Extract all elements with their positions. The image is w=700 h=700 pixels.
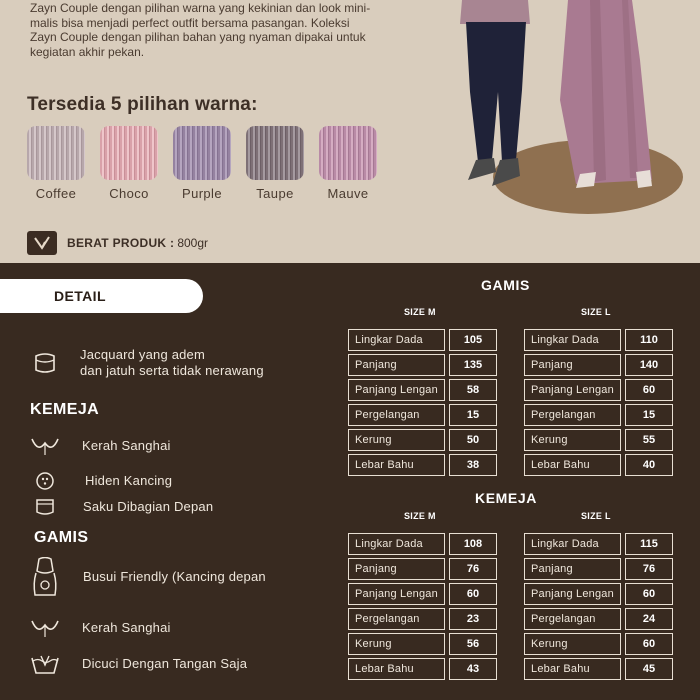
swatch-label: Purple [182, 186, 222, 201]
table-row [524, 658, 673, 683]
table-row [348, 608, 497, 633]
swatch-choco[interactable] [100, 126, 158, 201]
measure-value: 40 [625, 454, 673, 476]
weight-value: 800gr [177, 236, 209, 250]
measure-value: 56 [449, 633, 497, 655]
measure-value: 15 [449, 404, 497, 426]
table-row [348, 354, 497, 379]
measure-label: Lebar Bahu [524, 454, 621, 476]
feature-text: Kerah Sanghai [82, 438, 171, 453]
feature-text: Saku Dibagian Depan [83, 499, 214, 514]
measure-value: 60 [625, 583, 673, 605]
description-line: malis bisa menjadi perfect outfit bersama pasangan. Koleksi [30, 15, 350, 30]
measure-label: Panjang Lengan [524, 583, 621, 605]
measure-label: Kerung [524, 429, 621, 451]
feature-gamis-collar [30, 613, 171, 643]
detail-section [0, 263, 700, 700]
measure-value: 15 [625, 404, 673, 426]
swatch-chip [27, 126, 85, 180]
description-line: Zayn Couple dengan pilihan warna yang kekinian dan look mini- [30, 1, 371, 15]
measure-value: 60 [625, 633, 673, 655]
table-row [348, 429, 497, 454]
feature-text: Dicuci Dengan Tangan Saja [82, 656, 248, 671]
measure-label: Panjang [348, 558, 445, 580]
measure-label: Lingkar Dada [348, 329, 445, 351]
table-row [524, 379, 673, 404]
weight-label: BERAT PRODUK : [67, 236, 175, 250]
kemeja-size-m-table [348, 533, 497, 683]
table-row [348, 533, 497, 558]
measure-value: 115 [625, 533, 673, 555]
measure-value: 38 [449, 454, 497, 476]
product-weight [27, 231, 208, 255]
table-row [524, 558, 673, 583]
swatch-coffee[interactable] [27, 126, 85, 201]
swatch-label: Coffee [35, 186, 77, 201]
table-row [524, 404, 673, 429]
measure-value: 76 [449, 558, 497, 580]
color-options-title: Tersedia 5 pilihan warna: [27, 94, 258, 115]
measure-value: 23 [449, 608, 497, 630]
product-info-section [0, 0, 700, 263]
swatch-chip [173, 126, 231, 180]
table-row [524, 533, 673, 558]
measure-label: Pergelangan [524, 608, 621, 630]
measure-value: 24 [625, 608, 673, 630]
kemeja-size-l-table [524, 533, 673, 683]
material-line: dan jatuh serta tidak nerawang [80, 363, 264, 378]
kemeja-heading: KEMEJA [30, 401, 100, 418]
measure-label: Lingkar Dada [524, 329, 621, 351]
gamis-size-m-label: SIZE M [404, 307, 436, 317]
measure-label: Panjang [524, 354, 621, 376]
measure-label: Lingkar Dada [524, 533, 621, 555]
gamis-size-l-label: SIZE L [581, 307, 611, 317]
measure-label: Lebar Bahu [348, 454, 445, 476]
measure-value: 140 [625, 354, 673, 376]
measure-value: 43 [449, 658, 497, 680]
swatch-chip [246, 126, 304, 180]
measure-label: Panjang [524, 558, 621, 580]
collar-icon [30, 613, 60, 643]
table-row [348, 379, 497, 404]
table-row [348, 583, 497, 608]
measure-label: Panjang [348, 354, 445, 376]
measure-value: 55 [625, 429, 673, 451]
measure-value: 45 [625, 658, 673, 680]
description-line: Zayn Couple dengan pilihan bahan yang nyaman dipakai untuk [30, 30, 366, 44]
kemeja-size-m-label: SIZE M [404, 511, 436, 521]
feature-text: Busui Friendly (Kancing depan [83, 569, 266, 584]
measure-label: Kerung [348, 429, 445, 451]
couple-models-image [440, 0, 700, 263]
hanger-icon [27, 231, 57, 255]
feature-text: Kerah Sanghai [82, 620, 171, 635]
measure-label: Lingkar Dada [348, 533, 445, 555]
nursing-icon [30, 557, 60, 597]
swatch-mauve[interactable] [319, 126, 377, 201]
measure-value: 135 [449, 354, 497, 376]
material-line: Jacquard yang adem [80, 347, 206, 362]
description-line: kegiatan akhir pekan. [30, 44, 145, 59]
table-row [524, 329, 673, 354]
feature-gamis-wash [30, 649, 247, 679]
table-row [348, 558, 497, 583]
measure-value: 108 [449, 533, 497, 555]
table-row [524, 429, 673, 454]
kemeja-size-l-label: SIZE L [581, 511, 611, 521]
table-row [348, 454, 497, 479]
measure-value: 76 [625, 558, 673, 580]
measure-label: Kerung [524, 633, 621, 655]
table-row [524, 583, 673, 608]
measure-value: 60 [625, 379, 673, 401]
swatch-taupe[interactable] [246, 126, 304, 201]
measure-label: Pergelangan [348, 404, 445, 426]
gamis-size-title: GAMIS [481, 277, 530, 293]
table-row [524, 608, 673, 633]
fabric-icon [30, 348, 60, 378]
measure-value: 110 [625, 329, 673, 351]
measure-value: 60 [449, 583, 497, 605]
table-row [524, 454, 673, 479]
color-swatch-list [27, 126, 392, 201]
collar-icon [30, 431, 60, 461]
measure-value: 105 [449, 329, 497, 351]
table-row [524, 633, 673, 658]
feature-material [30, 347, 264, 379]
measure-label: Pergelangan [524, 404, 621, 426]
swatch-purple[interactable] [173, 126, 231, 201]
handwash-icon [30, 649, 60, 679]
table-row [348, 658, 497, 683]
detail-tab-label: DETAIL [54, 288, 106, 304]
feature-text: Hiden Kancing [85, 473, 173, 488]
measure-label: Panjang Lengan [524, 379, 621, 401]
feature-kemeja-pocket [30, 492, 213, 522]
pocket-icon [30, 492, 60, 522]
measure-label: Lebar Bahu [348, 658, 445, 680]
kemeja-size-title: KEMEJA [475, 490, 537, 506]
measure-label: Panjang Lengan [348, 583, 445, 605]
feature-kemeja-collar [30, 431, 171, 461]
swatch-label: Taupe [256, 186, 294, 201]
measure-label: Kerung [348, 633, 445, 655]
swatch-chip [100, 126, 158, 180]
measure-value: 58 [449, 379, 497, 401]
measure-label: Pergelangan [348, 608, 445, 630]
feature-text [80, 347, 264, 379]
feature-gamis-nursing [30, 557, 266, 597]
table-row [348, 404, 497, 429]
swatch-label: Choco [109, 186, 149, 201]
gamis-size-m-table [348, 329, 497, 479]
table-row [348, 633, 497, 658]
measure-label: Panjang Lengan [348, 379, 445, 401]
gamis-size-l-table [524, 329, 673, 479]
table-row [348, 329, 497, 354]
detail-tab [0, 279, 203, 313]
product-description [30, 1, 420, 59]
swatch-label: Mauve [327, 186, 369, 201]
table-row [524, 354, 673, 379]
measure-value: 50 [449, 429, 497, 451]
gamis-heading: GAMIS [34, 529, 89, 546]
measure-label: Lebar Bahu [524, 658, 621, 680]
swatch-chip [319, 126, 377, 180]
